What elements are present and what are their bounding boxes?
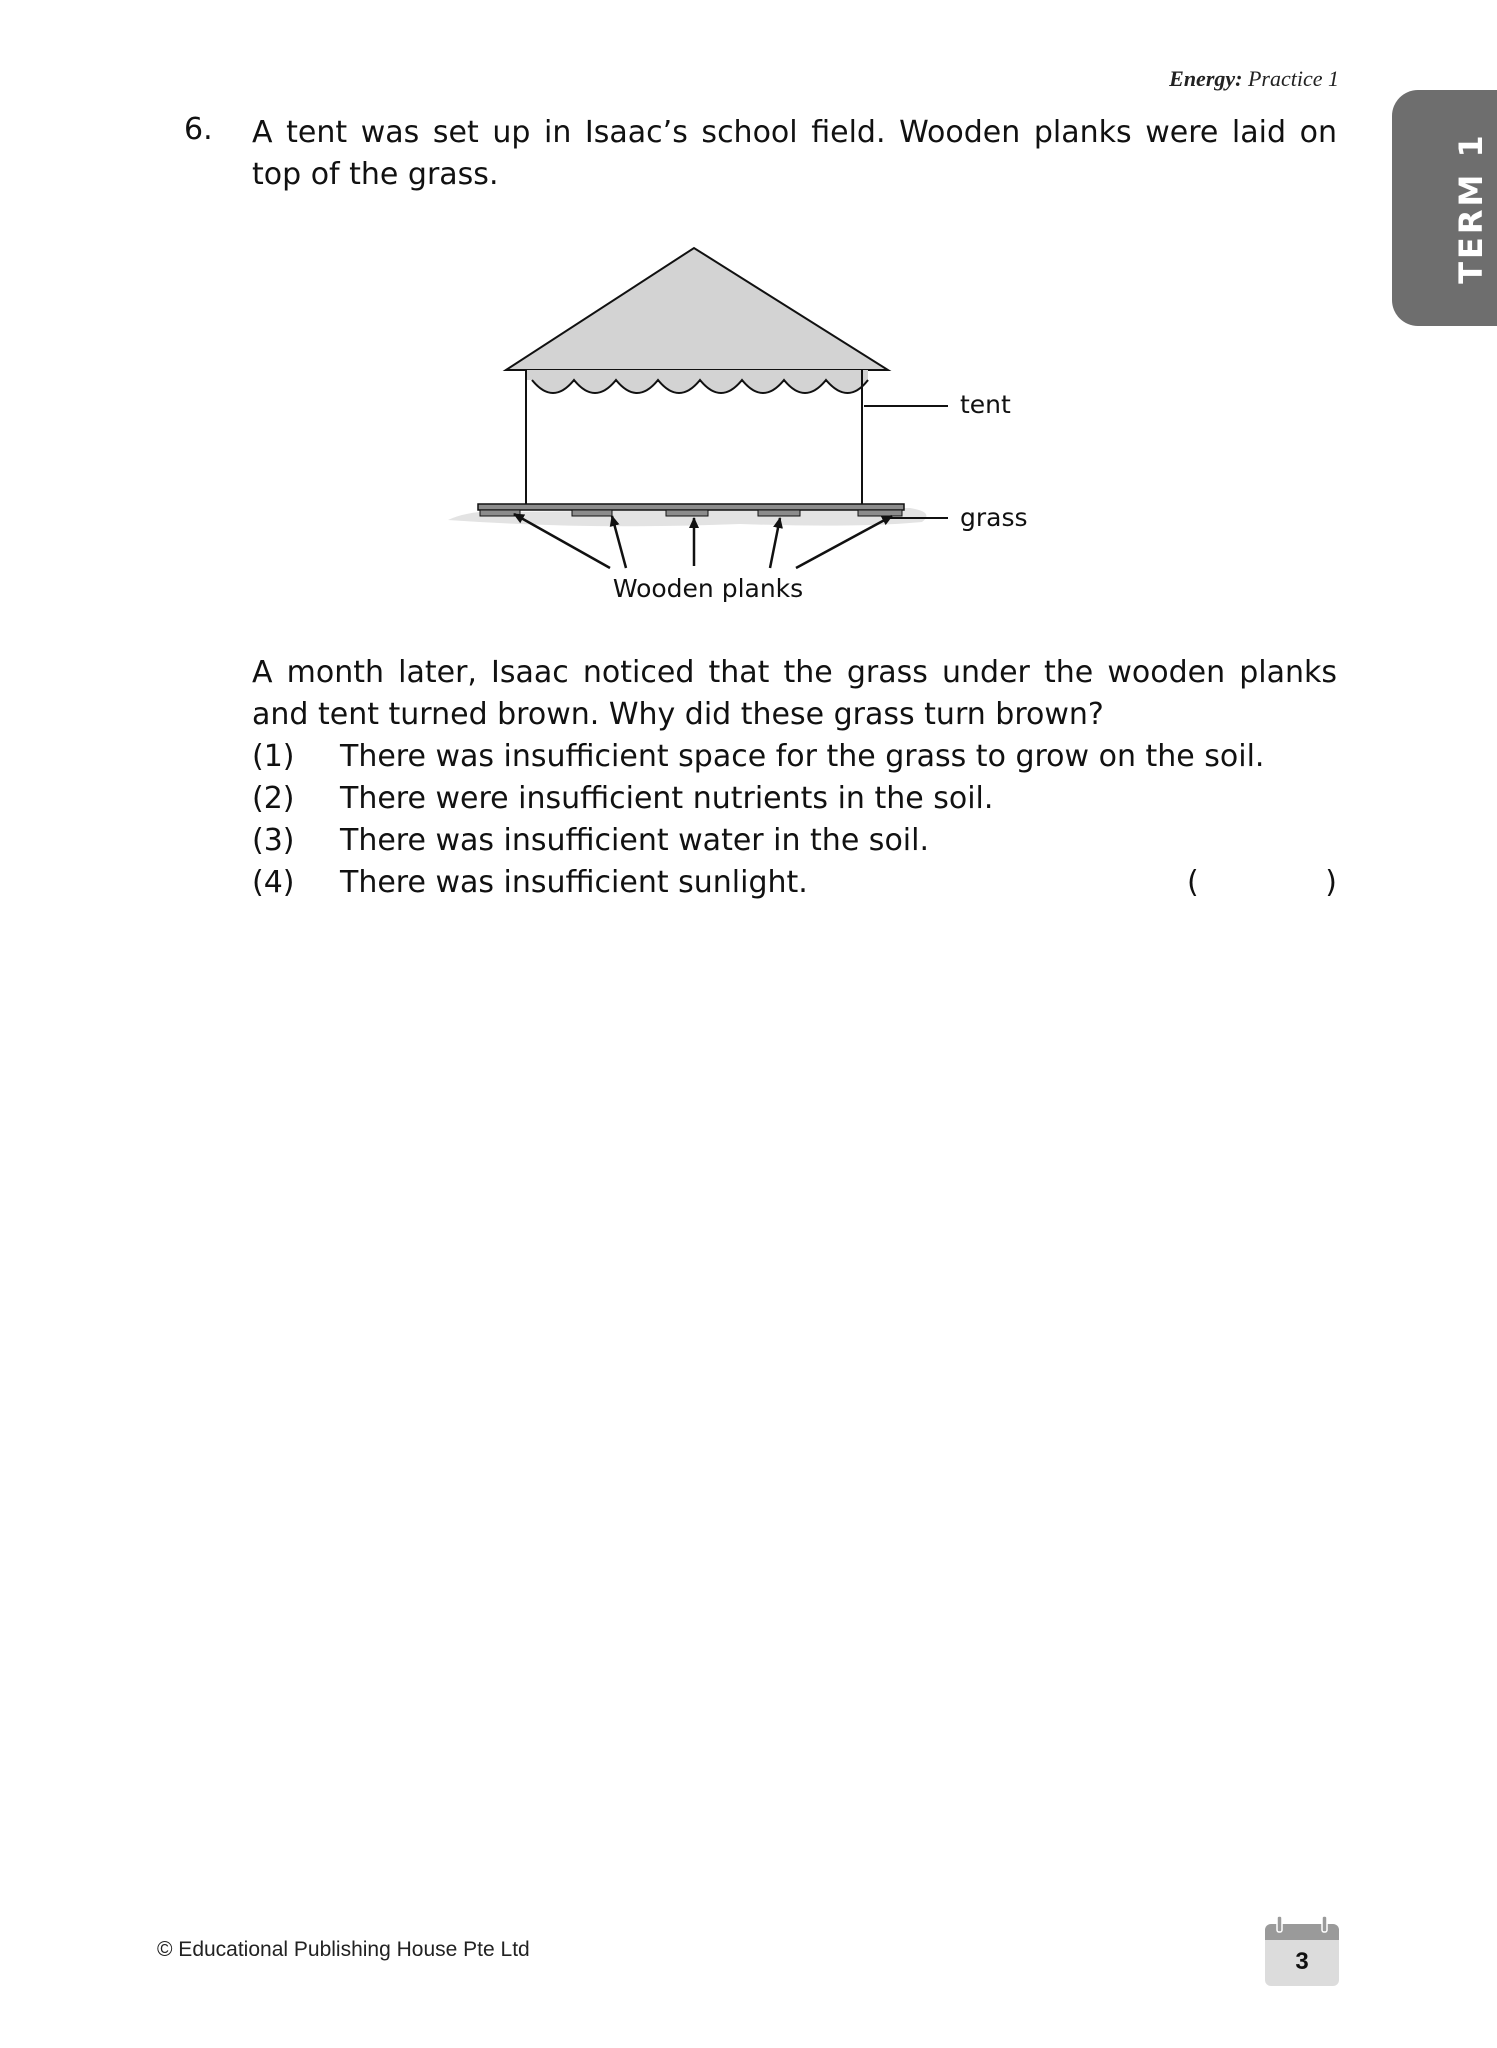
option-3 [252,820,1337,862]
option-text: There was insufficient space for the grass to grow on the soil. [340,739,1265,774]
question-number: 6. [184,112,213,147]
option-2 [252,778,1337,820]
answer-open-bracket: ( [1187,865,1199,900]
option-number: (2) [252,781,295,816]
answer-close-bracket: ) [1325,865,1337,900]
planks-label: Wooden planks [612,574,804,603]
running-header [1169,66,1339,92]
question-text: A tent was set up in Isaac’s school field. Wooden planks were laid on top of the grass. [252,115,1337,192]
page-number: 3 [1295,1948,1309,1975]
option-number: (3) [252,823,295,858]
option-4 [252,862,1337,904]
term-tab [1392,90,1497,326]
header-section: Practice 1 [1247,66,1339,91]
option-number: (4) [252,865,295,900]
header-topic: Energy: [1169,66,1243,91]
option-number: (1) [252,739,295,774]
grass-label: grass [960,503,1028,532]
tent-roof [506,248,888,393]
term-tab-label: TERM 1 [1451,132,1490,284]
answer-box[interactable] [1187,862,1337,904]
option-text: There were insufficient nutrients in the soil. [340,781,994,816]
question-paragraph: A month later, Isaac noticed that the grass under the wooden planks and tent turned brown. Why did these grass turn brown? [252,655,1337,732]
tent-diagram [440,240,1060,614]
options-list [252,736,1337,904]
option-text: There was insufficient sunlight. [340,865,808,900]
tent-label: tent [960,390,1011,419]
option-text: There was insufficient water in the soil. [340,823,929,858]
option-1 [252,736,1337,778]
footer-copyright: © Educational Publishing House Pte Ltd [157,1938,530,1961]
